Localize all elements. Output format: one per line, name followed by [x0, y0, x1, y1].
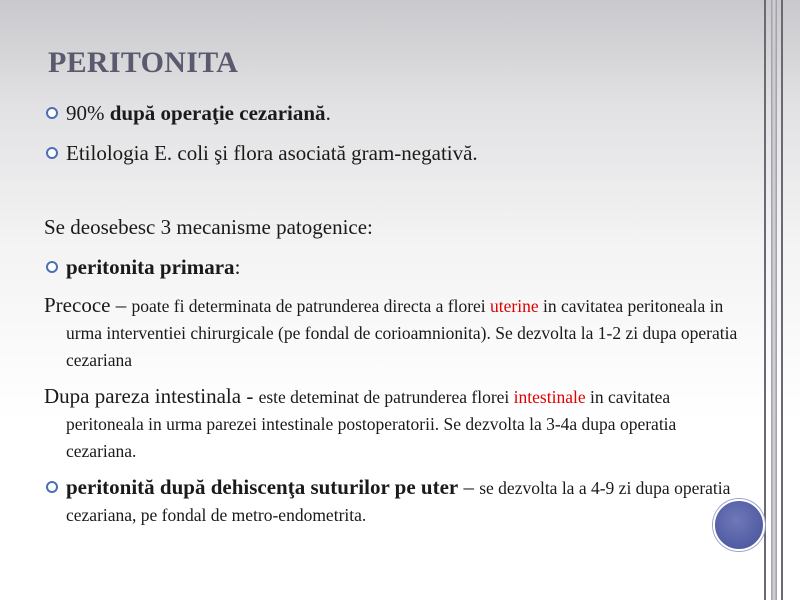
- paragraph-head: Precoce –: [44, 293, 132, 317]
- bullet-text-bold: peritonita primara: [66, 255, 235, 279]
- bullet-circle-icon: [46, 481, 58, 493]
- edge-stripe: [764, 0, 766, 600]
- bullet-circle-icon: [46, 261, 58, 273]
- bullet-circle-icon: [46, 107, 58, 119]
- bullet-text: –: [458, 475, 480, 499]
- bullet-item: [44, 140, 744, 166]
- edge-stripe: [771, 0, 777, 600]
- paragraph-text: in cavitatea peritoneala in urma interventiei chirurgicale (pe fondal de corioamnionita). Se dezvolta la 1-2 zi dupa operatia cezariana: [66, 296, 738, 370]
- bullet-text-bold: peritonită după dehiscenţa suturilor pe uter: [66, 475, 459, 499]
- paragraph-precoce: [44, 292, 744, 373]
- highlight-text: uterine: [490, 296, 539, 316]
- slide-body: [44, 98, 744, 528]
- bullet-item: [44, 254, 744, 280]
- paragraph-text: este deteminat de patrunderea florei: [258, 387, 514, 407]
- highlight-text: intestinale: [513, 387, 586, 407]
- bullet-text: Etilologia E. coli şi flora asociată gram-negativă.: [66, 141, 478, 165]
- bullet-item: [44, 474, 744, 528]
- slide-title: PERITONITA: [48, 46, 239, 79]
- bullet-text: se dezvolta la a 4-9 zi dupa operatia cezariana, pe fondal de metro-endometrita.: [66, 478, 731, 525]
- bullet-circle-icon: [46, 147, 58, 159]
- paragraph-text: in cavitatea peritoneala in urma parezei intestinale postoperatorii. Se dezvolta la 3-4a dupa operatia cezariana.: [66, 387, 677, 461]
- bullet-text: .: [325, 101, 331, 125]
- bullet-text: 90%: [66, 101, 110, 125]
- bullet-text-bold: după operaţie cezariană: [109, 101, 326, 125]
- paragraph-pareza: [44, 383, 744, 464]
- edge-stripe: [781, 0, 783, 600]
- intro-line: Se deosebesc 3 mecanisme patogenice:: [44, 215, 373, 239]
- bullet-text: :: [234, 255, 241, 279]
- paragraph-text: poate fi determinata de patrunderea directa a florei: [131, 296, 491, 316]
- paragraph-head: Dupa pareza intestinala -: [44, 384, 259, 408]
- decorative-circle: [713, 499, 765, 551]
- bullet-item: [44, 100, 744, 126]
